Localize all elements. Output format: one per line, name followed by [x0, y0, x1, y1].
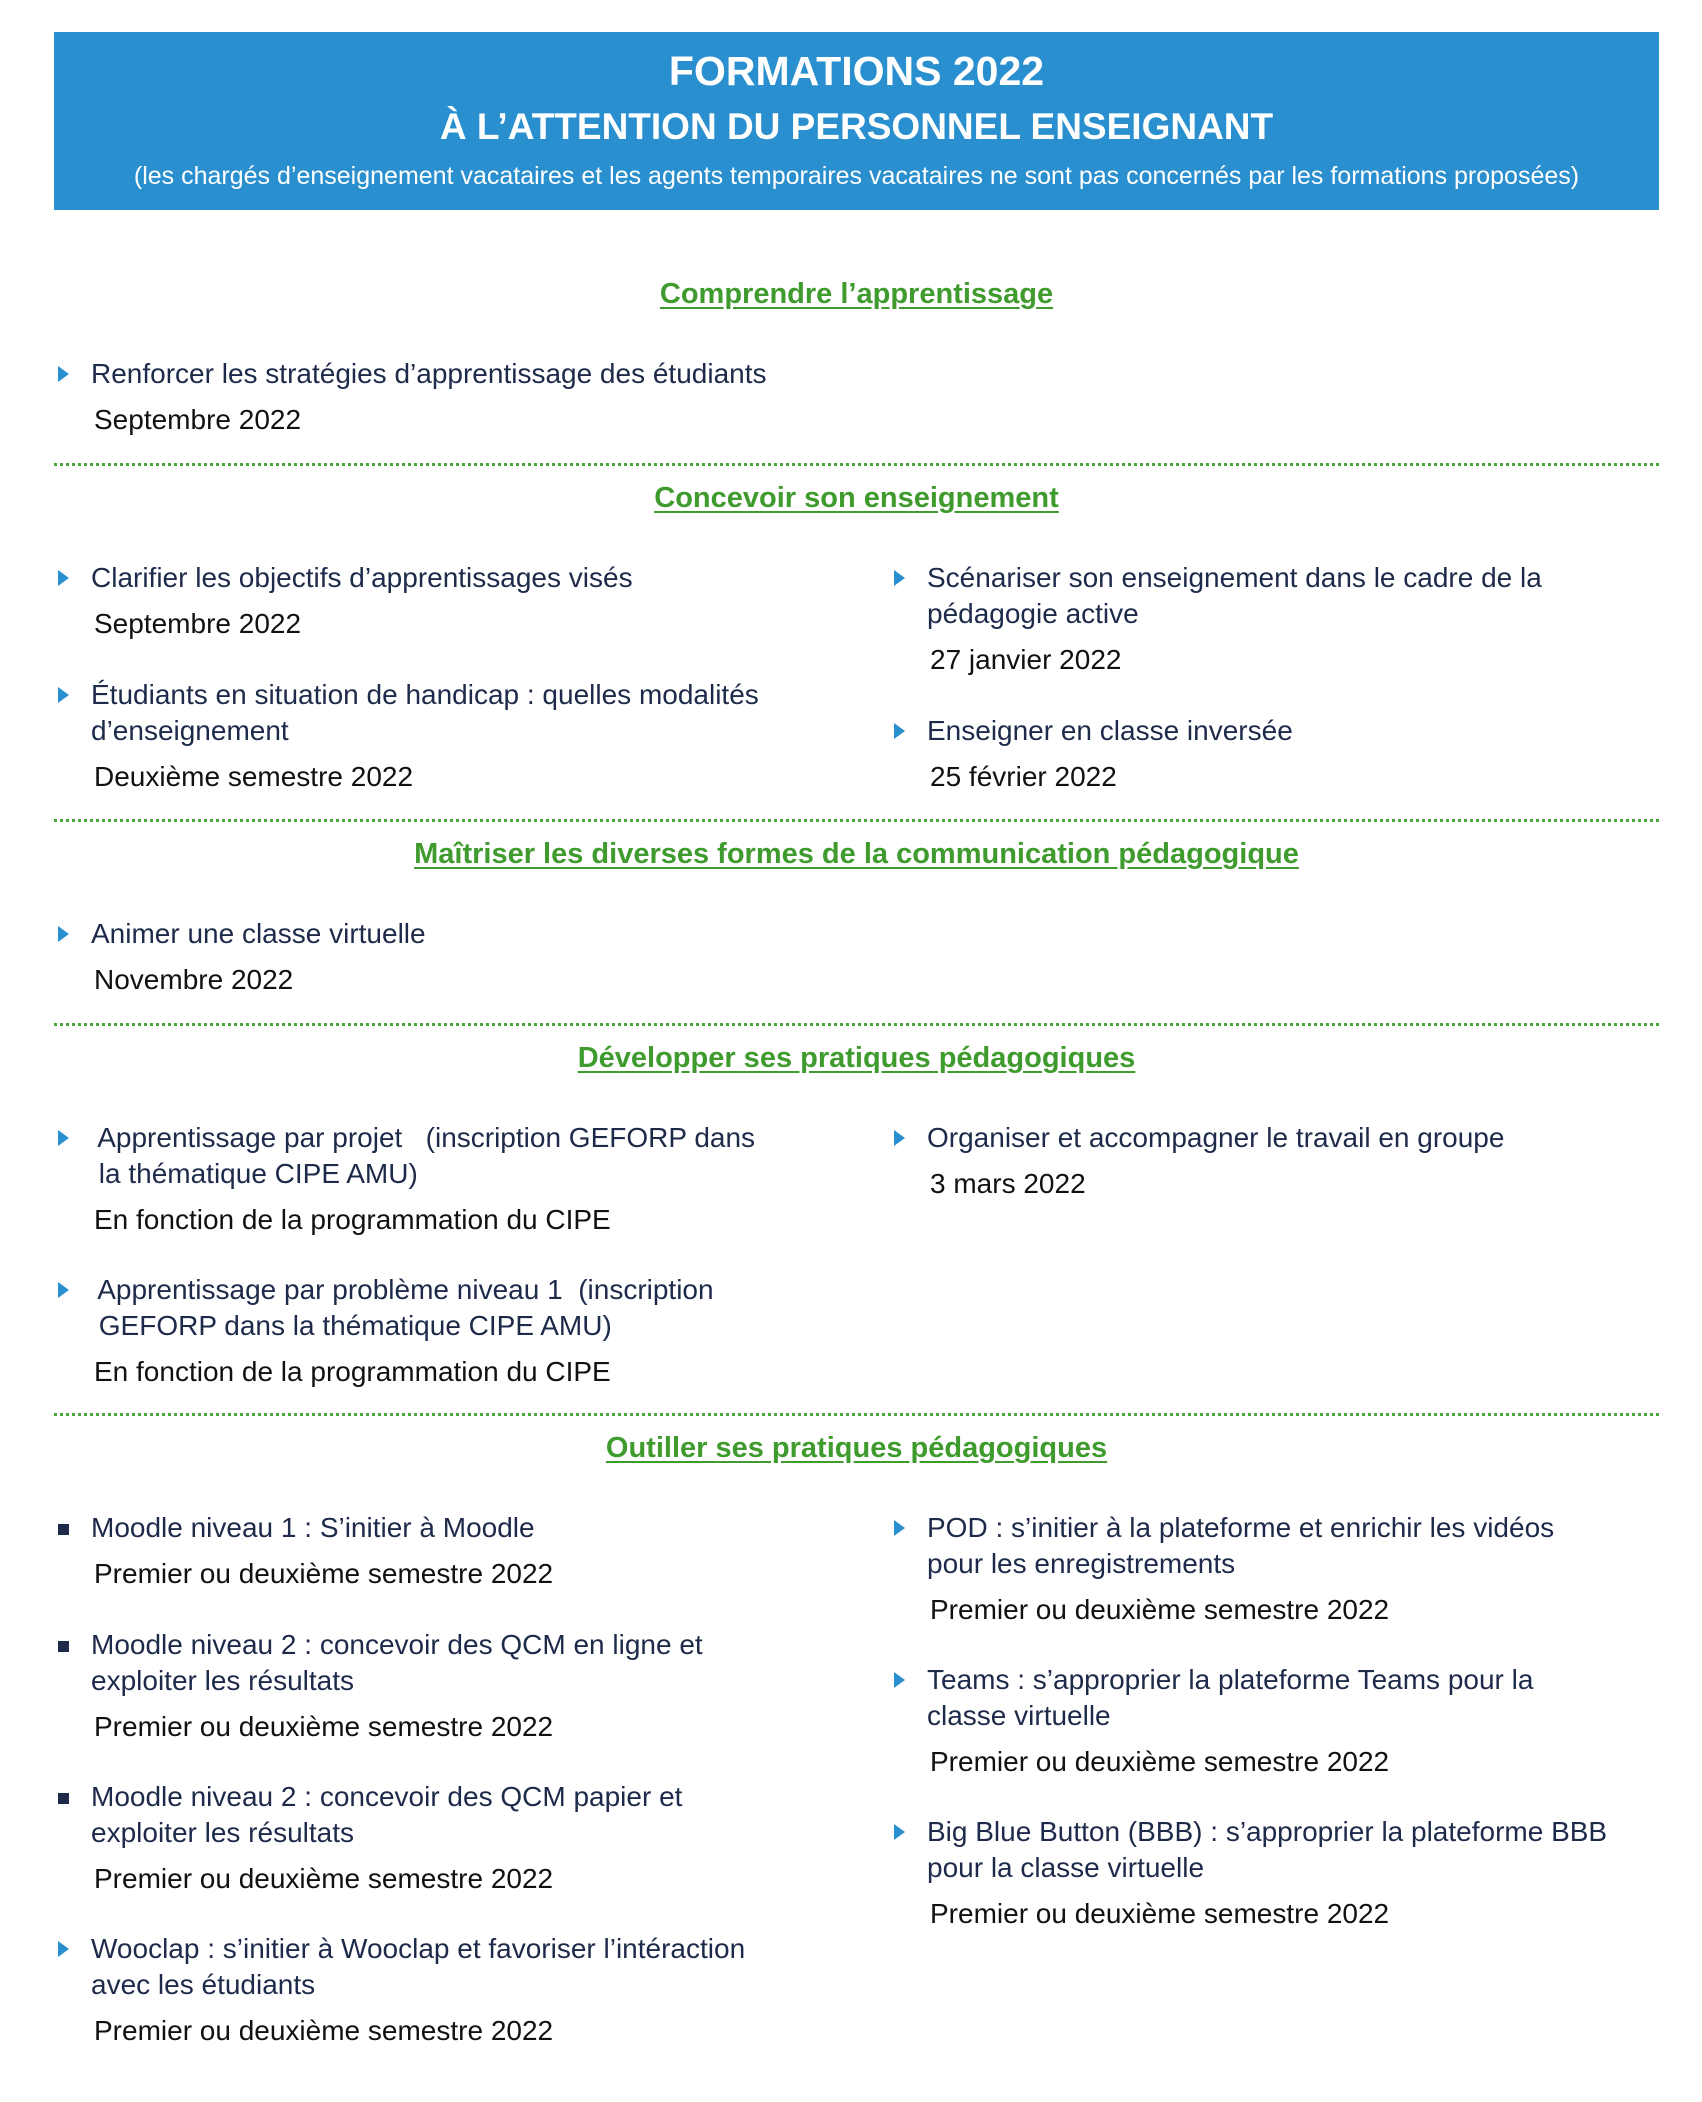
triangle-right-icon	[894, 1672, 905, 1688]
item-date: Premier ou deuxième semestre 2022	[930, 1746, 1390, 1777]
triangle-right-icon	[894, 723, 905, 739]
item-date: 3 mars 2022	[930, 1168, 1086, 1199]
triangle-right-icon	[894, 1520, 905, 1536]
item-label: Renforcer les stratégies d’apprentissage des étudiants	[91, 358, 767, 389]
section-title-outiller: Outiller ses pratiques pédagogiques	[605, 1432, 1108, 1464]
item-date: Premier ou deuxième semestre 2022	[94, 1711, 554, 1742]
header-banner	[54, 32, 1659, 210]
triangle-right-icon	[58, 570, 69, 586]
triangle-right-icon	[58, 1282, 69, 1298]
item-date: Premier ou deuxième semestre 2022	[930, 1594, 1390, 1625]
list-item	[58, 1272, 858, 1392]
list-item	[894, 713, 1654, 793]
section-title-maitriser: Maîtriser les diverses formes de la communication pédagogique	[414, 838, 1299, 870]
triangle-right-icon	[894, 570, 905, 586]
triangle-right-icon	[58, 926, 69, 942]
item-label: classe virtuelle	[927, 1700, 1111, 1731]
item-label: exploiter les résultats	[91, 1665, 355, 1696]
list-item	[58, 356, 838, 436]
triangle-right-icon	[58, 1941, 69, 1957]
square-bullet-icon	[58, 1641, 69, 1652]
item-date: 25 février 2022	[930, 761, 1117, 792]
item-label: Apprentissage par projet (inscription GEFORP dans	[91, 1122, 756, 1153]
triangle-right-icon	[894, 1824, 905, 1840]
item-label: la thématique CIPE AMU)	[91, 1158, 418, 1189]
item-label: GEFORP dans la thématique CIPE AMU)	[91, 1310, 612, 1341]
item-label: Étudiants en situation de handicap : quelles modalités	[91, 679, 759, 710]
page-title: FORMATIONS 2022	[668, 48, 1045, 94]
list-item	[894, 1510, 1664, 1630]
item-label: POD : s’initier à la plateforme et enrichir les vidéos	[927, 1512, 1555, 1543]
item-date: Premier ou deuxième semestre 2022	[930, 1898, 1390, 1929]
item-label: avec les étudiants	[91, 1969, 316, 2000]
list-item	[58, 916, 838, 996]
item-label: Clarifier les objectifs d’apprentissages visés	[91, 562, 633, 593]
item-date: Premier ou deuxième semestre 2022	[94, 2015, 554, 2046]
list-item	[58, 677, 838, 797]
item-label: Big Blue Button (BBB) : s’approprier la plateforme BBB	[927, 1816, 1608, 1847]
list-item	[894, 1662, 1664, 1782]
square-bullet-icon	[58, 1524, 69, 1535]
list-item	[894, 1120, 1654, 1200]
item-label: Teams : s’approprier la plateforme Teams pour la	[927, 1664, 1534, 1695]
item-label: pour la classe virtuelle	[927, 1852, 1205, 1883]
item-label: Enseigner en classe inversée	[927, 715, 1293, 746]
item-label: pour les enregistrements	[927, 1548, 1236, 1579]
item-date: 27 janvier 2022	[930, 644, 1122, 675]
item-date: Septembre 2022	[94, 404, 302, 435]
list-item	[894, 1814, 1664, 1934]
list-item	[58, 1779, 858, 1899]
section-title-concevoir: Concevoir son enseignement	[654, 482, 1059, 514]
item-date: Septembre 2022	[94, 608, 302, 639]
divider	[54, 463, 1659, 466]
divider	[54, 819, 1659, 822]
square-bullet-icon	[58, 1793, 69, 1804]
item-date: En fonction de la programmation du CIPE	[94, 1204, 611, 1235]
item-label: Moodle niveau 2 : concevoir des QCM en ligne et	[91, 1629, 703, 1660]
item-date: En fonction de la programmation du CIPE	[94, 1356, 611, 1387]
divider	[54, 1413, 1659, 1416]
list-item	[894, 560, 1654, 680]
list-item	[58, 1120, 858, 1240]
item-label: Scénariser son enseignement dans le cadre de la	[927, 562, 1542, 593]
item-label: Organiser et accompagner le travail en groupe	[927, 1122, 1505, 1153]
item-label: Moodle niveau 1 : S’initier à Moodle	[91, 1512, 535, 1543]
divider	[54, 1023, 1659, 1026]
item-label: Wooclap : s’initier à Wooclap et favoriser l’intéraction	[91, 1933, 746, 1964]
item-date: Premier ou deuxième semestre 2022	[94, 1863, 554, 1894]
item-label: d’enseignement	[91, 715, 289, 746]
item-date: Premier ou deuxième semestre 2022	[94, 1558, 554, 1589]
section-title-developper: Développer ses pratiques pédagogiques	[577, 1042, 1136, 1074]
item-label: Animer une classe virtuelle	[91, 918, 426, 949]
list-item	[58, 560, 838, 640]
triangle-right-icon	[58, 366, 69, 382]
header-note: (les chargés d’enseignement vacataires et les agents temporaires vacataires ne sont pas concernés par les formations proposées)	[133, 162, 1580, 190]
list-item	[58, 1510, 858, 1590]
item-label: pédagogie active	[927, 598, 1139, 629]
section-title-comprendre: Comprendre l’apprentissage	[659, 278, 1054, 310]
list-item	[58, 1627, 858, 1747]
item-date: Novembre 2022	[94, 964, 294, 995]
triangle-right-icon	[894, 1130, 905, 1146]
page-subtitle: À L’ATTENTION DU PERSONNEL ENSEIGNANT	[439, 106, 1274, 147]
list-item	[58, 1931, 858, 2051]
item-label: Apprentissage par problème niveau 1 (inscription	[91, 1274, 714, 1305]
item-label: exploiter les résultats	[91, 1817, 355, 1848]
item-date: Deuxième semestre 2022	[94, 761, 414, 792]
triangle-right-icon	[58, 687, 69, 703]
triangle-right-icon	[58, 1130, 69, 1146]
item-label: Moodle niveau 2 : concevoir des QCM papier et	[91, 1781, 683, 1812]
